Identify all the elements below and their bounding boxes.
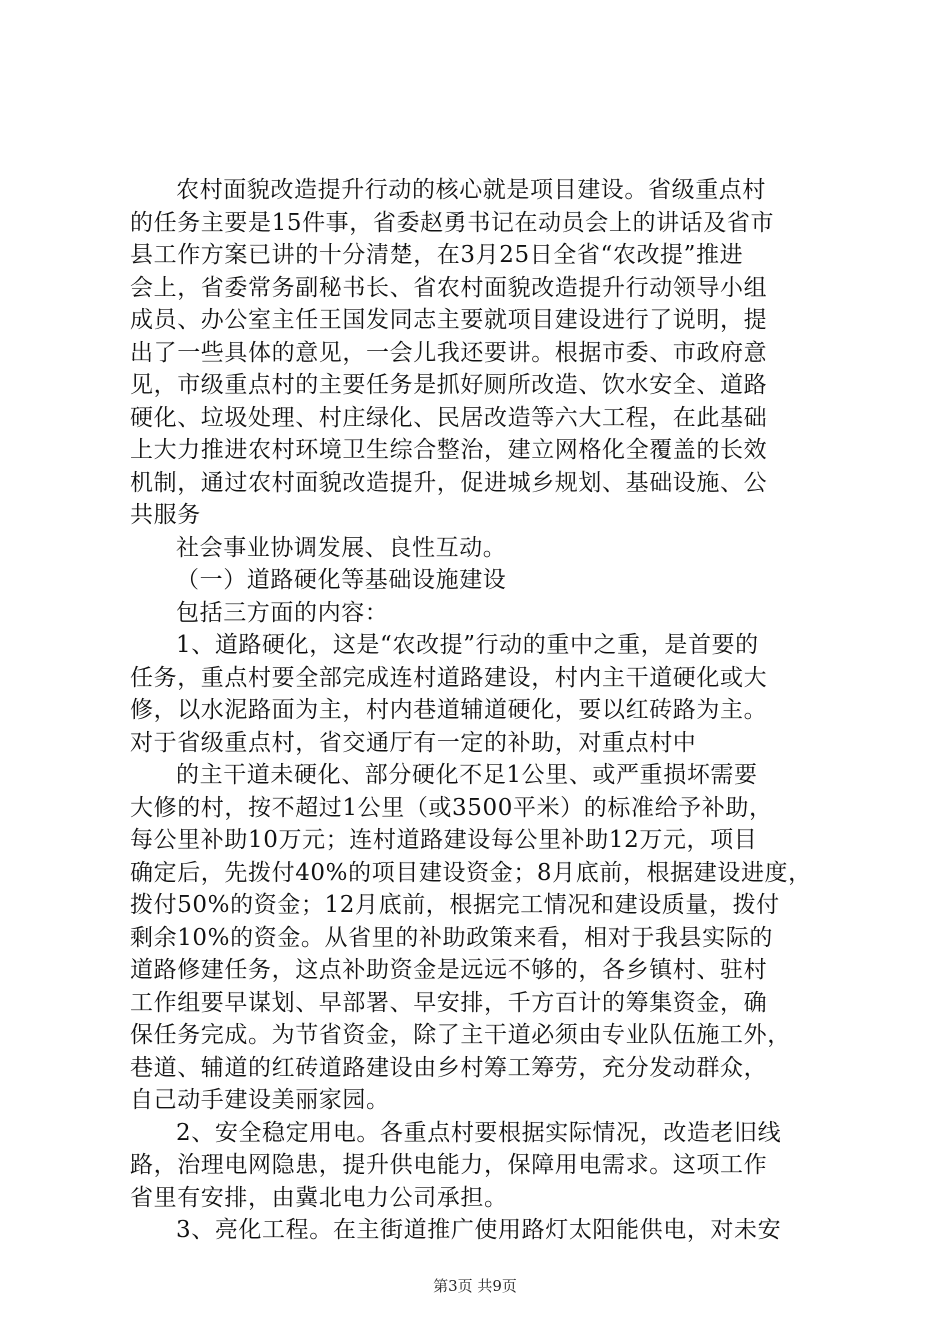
paragraph-line: 工作组要早谋划、早部署、早安排，千方百计的筹集资金，确: [130, 989, 768, 1016]
paragraph-line: 每公里补助10万元；连村道路建设每公里补助12万元，项目: [130, 827, 758, 853]
paragraph-line: 省里有安排，由冀北电力公司承担。: [130, 1184, 508, 1211]
paragraph-line: 县工作方案已讲的十分清楚，在3月25日全省“农改提”推进: [130, 242, 744, 268]
paragraph-line: 拨付50%的资金；12月底前，根据完工情况和建设质量，拨付: [130, 892, 780, 918]
paragraph-line: 社会事业协调发展、良性互动。: [176, 534, 507, 561]
paragraph-line: 1、道路硬化，这是“农改提”行动的重中之重，是首要的: [176, 632, 759, 658]
paragraph-line: 3、亮化工程。在主街道推广使用路灯太阳能供电，对未安: [176, 1217, 782, 1243]
paragraph-line: 剩余10%的资金。从省里的补助政策来看，相对于我县实际的: [130, 924, 773, 951]
paragraph-line: 巷道、辅道的红砖道路建设由乡村筹工筹劳，充分发动群众，: [130, 1054, 768, 1081]
paragraph-line: 出了一些具体的意见，一会儿我还要讲。根据市委、市政府意: [130, 339, 768, 366]
paragraph-line: 见，市级重点村的主要任务是抓好厕所改造、饮水安全、道路: [130, 372, 768, 398]
paragraph-line: 路，治理电网隐患，提升供电能力，保障用电需求。这项工作: [130, 1152, 768, 1178]
page-number-footer: 第3页 共9页: [433, 1277, 517, 1295]
paragraph-line: 任务，重点村要全部完成连村道路建设，村内主干道硬化或大: [130, 664, 768, 691]
paragraph-line: 共服务: [130, 502, 201, 528]
paragraph-line: 的任务主要是15件事，省委赵勇书记在动员会上的讲话及省市: [130, 209, 775, 236]
paragraph-line: 会上，省委常务副秘书长、省农村面貌改造提升行动领导小组: [130, 274, 768, 301]
paragraph-line: 大修的村，按不超过1公里（或3500平米）的标准给予补助，: [130, 794, 773, 821]
paragraph-line: 农村面貌改造提升行动的核心就是项目建设。省级重点村: [176, 177, 766, 203]
paragraph-line: 硬化、垃圾处理、村庄绿化、民居改造等六大工程，在此基础: [130, 404, 768, 431]
section-heading: （一）道路硬化等基础设施建设: [176, 567, 507, 593]
paragraph-line: 成员、办公室主任王国发同志主要就项目建设进行了说明，提: [130, 307, 768, 333]
document-body: [130, 174, 832, 1247]
paragraph-line: 自己动手建设美丽家园。: [130, 1087, 390, 1113]
paragraph-line: 保任务完成。为节省资金，除了主干道必须由专业队伍施工外，: [130, 1022, 791, 1048]
paragraph-line: 道路修建任务，这点补助资金是远远不够的，各乡镇村、驻村: [130, 957, 768, 983]
paragraph-line: 上大力推进农村环境卫生综合整治，建立网格化全覆盖的长效: [130, 437, 768, 463]
paragraph-line: 确定后，先拨付40%的项目建设资金；8月底前，根据建设进度，: [130, 859, 812, 886]
paragraph-line: 包括三方面的内容：: [176, 599, 389, 626]
paragraph-line: 对于省级重点村，省交通厅有一定的补助，对重点村中: [130, 729, 697, 756]
paragraph-line: 的主干道未硬化、部分硬化不足1公里、或严重损坏需要: [176, 762, 758, 788]
paragraph-line: 2、安全稳定用电。各重点村要根据实际情况，改造老旧线: [176, 1119, 782, 1146]
paragraph-line: 修，以水泥路面为主，村内巷道辅道硬化，要以红砖路为主。: [130, 697, 768, 723]
paragraph-line: 机制，通过农村面貌改造提升，促进城乡规划、基础设施、公: [130, 469, 768, 496]
